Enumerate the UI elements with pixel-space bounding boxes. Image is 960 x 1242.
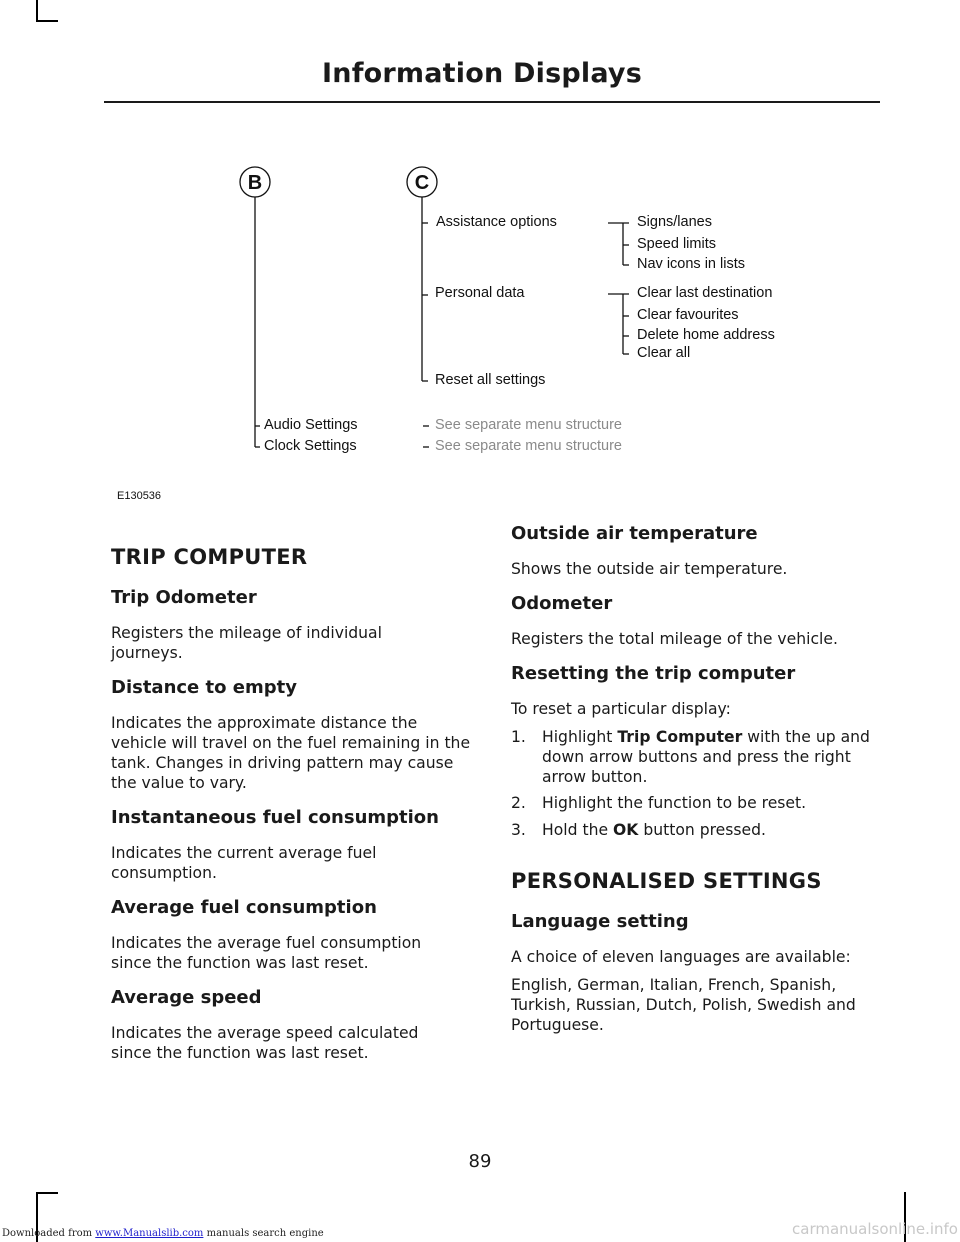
menu-item-clear-favourites: Clear favourites <box>637 307 739 323</box>
page-title: Information Displays <box>322 58 642 89</box>
heading-average-speed: Average speed <box>111 987 262 1008</box>
menu-structure-diagram <box>0 0 960 520</box>
para-resetting: To reset a particular display: <box>511 700 731 718</box>
para-average-fuel: Indicates the average fuel consumption since the function was last reset. <box>111 934 422 972</box>
para-trip-odometer: Registers the mileage of individual journeys. <box>111 624 382 662</box>
page-number: 89 <box>468 1151 492 1172</box>
heading-outside-air-temperature: Outside air temperature <box>511 523 758 544</box>
note-see-separate-structure: See separate menu structure <box>435 438 622 454</box>
figure-id: E130536 <box>117 490 162 502</box>
heading-odometer: Odometer <box>511 593 613 614</box>
ui-term-ok: OK <box>613 821 639 839</box>
footer-watermark: carmanualsonline.info <box>792 1220 958 1238</box>
menu-item-clock-settings: Clock Settings <box>264 438 357 454</box>
para-instantaneous-fuel: Indicates the current average fuel consumption. <box>111 844 377 882</box>
crop-mark <box>36 1192 58 1194</box>
heading-resetting-trip-computer: Resetting the trip computer <box>511 663 796 684</box>
step-number: 3. <box>511 821 526 839</box>
menu-item-personal-data: Personal data <box>435 285 525 301</box>
step-text: Highlight the function to be reset. <box>542 794 807 812</box>
note-see-separate-structure: See separate menu structure <box>435 417 622 433</box>
menu-item-audio-settings: Audio Settings <box>264 417 358 433</box>
callout-label-c: C <box>414 172 430 194</box>
menu-item-reset-all-settings: Reset all settings <box>435 372 546 388</box>
para-average-speed: Indicates the average speed calculated since the function was last reset. <box>111 1024 419 1062</box>
menu-item-speed-limits: Speed limits <box>637 236 716 252</box>
step-text: Hold the OK button pressed. <box>542 821 766 839</box>
para-language-choice: A choice of eleven languages are available: <box>511 948 851 966</box>
menu-item-nav-icons: Nav icons in lists <box>637 256 745 272</box>
menu-item-signs-lanes: Signs/lanes <box>637 214 712 230</box>
para-distance-to-empty: Indicates the approximate distance the vehicle will travel on the fuel remaining in the tank. Changes in driving pattern may cause the value to vary. <box>111 714 471 792</box>
footer-download-note: Downloaded from www.Manualslib.com manuals search engine <box>2 1228 324 1239</box>
section-title-personalised-settings: PERSONALISED SETTINGS <box>511 869 822 893</box>
step-number: 2. <box>511 794 526 812</box>
para-language-list: English, German, Italian, French, Spanish, Turkish, Russian, Dutch, Polish, Swedish and Portuguese. <box>511 976 856 1034</box>
heading-distance-to-empty: Distance to empty <box>111 677 297 698</box>
step-number: 1. <box>511 728 526 746</box>
section-title-trip-computer: TRIP COMPUTER <box>111 545 308 569</box>
heading-trip-odometer: Trip Odometer <box>111 587 257 608</box>
menu-item-delete-home-address: Delete home address <box>637 327 775 343</box>
ui-term-trip-computer: Trip Computer <box>617 728 743 746</box>
menu-item-assistance-options: Assistance options <box>436 214 557 230</box>
manualslib-link[interactable]: www.Manualslib.com <box>95 1228 204 1239</box>
para-outside-air-temperature: Shows the outside air temperature. <box>511 560 788 578</box>
callout-label-b: B <box>247 172 263 194</box>
menu-item-clear-last-destination: Clear last destination <box>637 285 773 301</box>
menu-item-clear-all: Clear all <box>637 345 691 361</box>
para-odometer: Registers the total mileage of the vehicle. <box>511 630 838 648</box>
heading-instantaneous-fuel: Instantaneous fuel consumption <box>111 807 439 828</box>
step-text: Highlight Trip Computer with the up and down arrow buttons and press the right arrow button. <box>542 728 870 786</box>
heading-average-fuel: Average fuel consumption <box>111 897 377 918</box>
heading-language-setting: Language setting <box>511 911 689 932</box>
